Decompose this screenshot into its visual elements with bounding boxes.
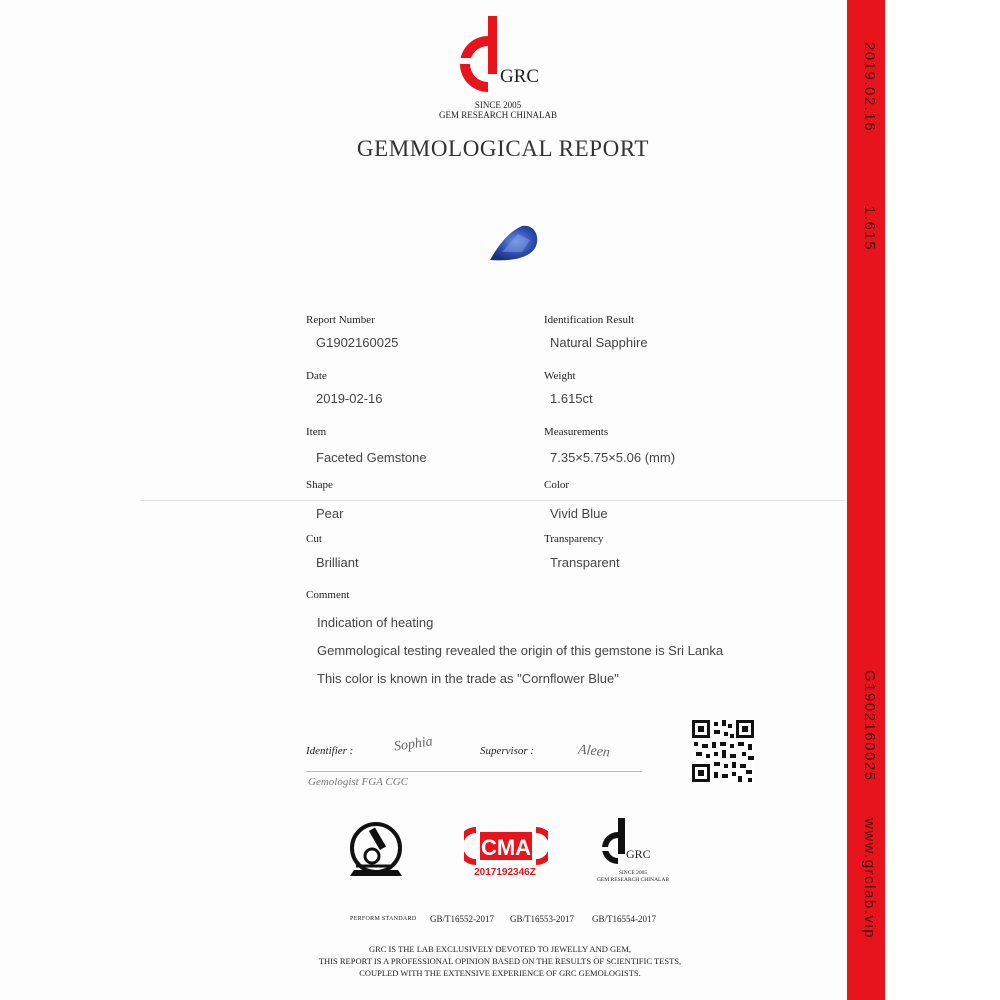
transparency-value: Transparent — [550, 555, 620, 570]
identification-result-label: Identification Result — [544, 314, 635, 326]
gemologist-credentials: Gemologist FGA CGC — [308, 776, 409, 788]
side-weight: 1.615 — [861, 206, 878, 252]
cma-text: CMA — [480, 835, 532, 860]
report-number-value: G1902160025 — [316, 335, 399, 350]
grc-logo — [448, 14, 548, 104]
comment-line: Indication of heating — [317, 615, 434, 630]
identifier-label: Identifier : — [306, 745, 354, 757]
disclaimer-line: COUPLED WITH THE EXTENSIVE EXPERIENCE OF GRC GEMOLOGISTS. — [359, 968, 641, 978]
disclaimer-line: GRC IS THE LAB EXCLUSIVELY DEVOTED TO JEWELLY AND GEM, — [368, 944, 632, 954]
since-text: SINCE 2005 — [474, 100, 522, 110]
measurements-label: Measurements — [544, 426, 609, 438]
grc-small-caption — [590, 870, 676, 884]
grc-small-text: GRC — [626, 847, 651, 861]
microscope-seal-icon — [350, 822, 406, 882]
cut-label: Cut — [306, 533, 322, 545]
shape-value: Pear — [316, 506, 344, 521]
measurements-value: 7.35×5.75×5.06 (mm) — [550, 450, 676, 465]
page-right-margin — [885, 0, 1000, 1000]
item-value: Faceted Gemstone — [316, 450, 427, 465]
item-label: Item — [306, 426, 327, 438]
brand-since — [380, 100, 616, 120]
gemstone-image — [488, 222, 540, 264]
comment-line: Gemmological testing revealed the origin of this gemstone is Sri Lanka — [317, 643, 724, 658]
cut-value: Brilliant — [316, 555, 359, 570]
weight-value: 1.615ct — [550, 391, 593, 406]
grc-small-name: GEM RESEARCH CHINALAB — [596, 877, 670, 883]
comment-label: Comment — [306, 589, 350, 601]
cma-seal-icon — [464, 826, 548, 866]
color-label: Color — [544, 479, 570, 491]
report-title: GEMMOLOGICAL REPORT — [356, 136, 650, 161]
transparency-label: Transparency — [544, 533, 604, 545]
date-value: 2019-02-16 — [316, 391, 383, 406]
side-website: www.grclab.vip — [861, 818, 878, 940]
standard-label: PERFORM STANDARD — [350, 916, 417, 922]
qr-code — [692, 720, 754, 782]
standard-item: GB/T16554-2017 — [592, 914, 656, 924]
date-label: Date — [306, 370, 327, 382]
cma-number: 2017192346Z — [474, 867, 536, 878]
signature-line — [306, 771, 642, 772]
color-value: Vivid Blue — [550, 506, 608, 521]
weight-label: Weight — [544, 370, 576, 382]
supervisor-label: Supervisor : — [480, 745, 535, 757]
identifier-signature: Sophia — [393, 734, 434, 755]
side-date: 2019.02.16 — [861, 42, 878, 133]
grc-small-logo — [598, 818, 662, 872]
brand-name: GEM RESEARCH CHINALAB — [438, 110, 557, 120]
comment-line: This color is known in the trade as "Cornflower Blue" — [317, 671, 619, 686]
side-report-number: G1902160025 — [861, 670, 878, 782]
logo-text: GRC — [500, 66, 540, 87]
shape-label: Shape — [306, 479, 333, 491]
disclaimer-line: THIS REPORT IS A PROFESSIONAL OPINION BASED ON THE RESULTS OF SCIENTIFIC TESTS, — [318, 956, 682, 966]
report-number-label: Report Number — [306, 314, 375, 326]
identification-result-value: Natural Sapphire — [550, 335, 648, 350]
fold-line — [140, 500, 846, 501]
standard-item: GB/T16552-2017 — [430, 914, 494, 924]
grc-small-since: SINCE 2005 — [618, 870, 648, 876]
supervisor-signature: Aleen — [577, 742, 611, 761]
disclaimer — [250, 943, 750, 979]
standard-item: GB/T16553-2017 — [510, 914, 574, 924]
